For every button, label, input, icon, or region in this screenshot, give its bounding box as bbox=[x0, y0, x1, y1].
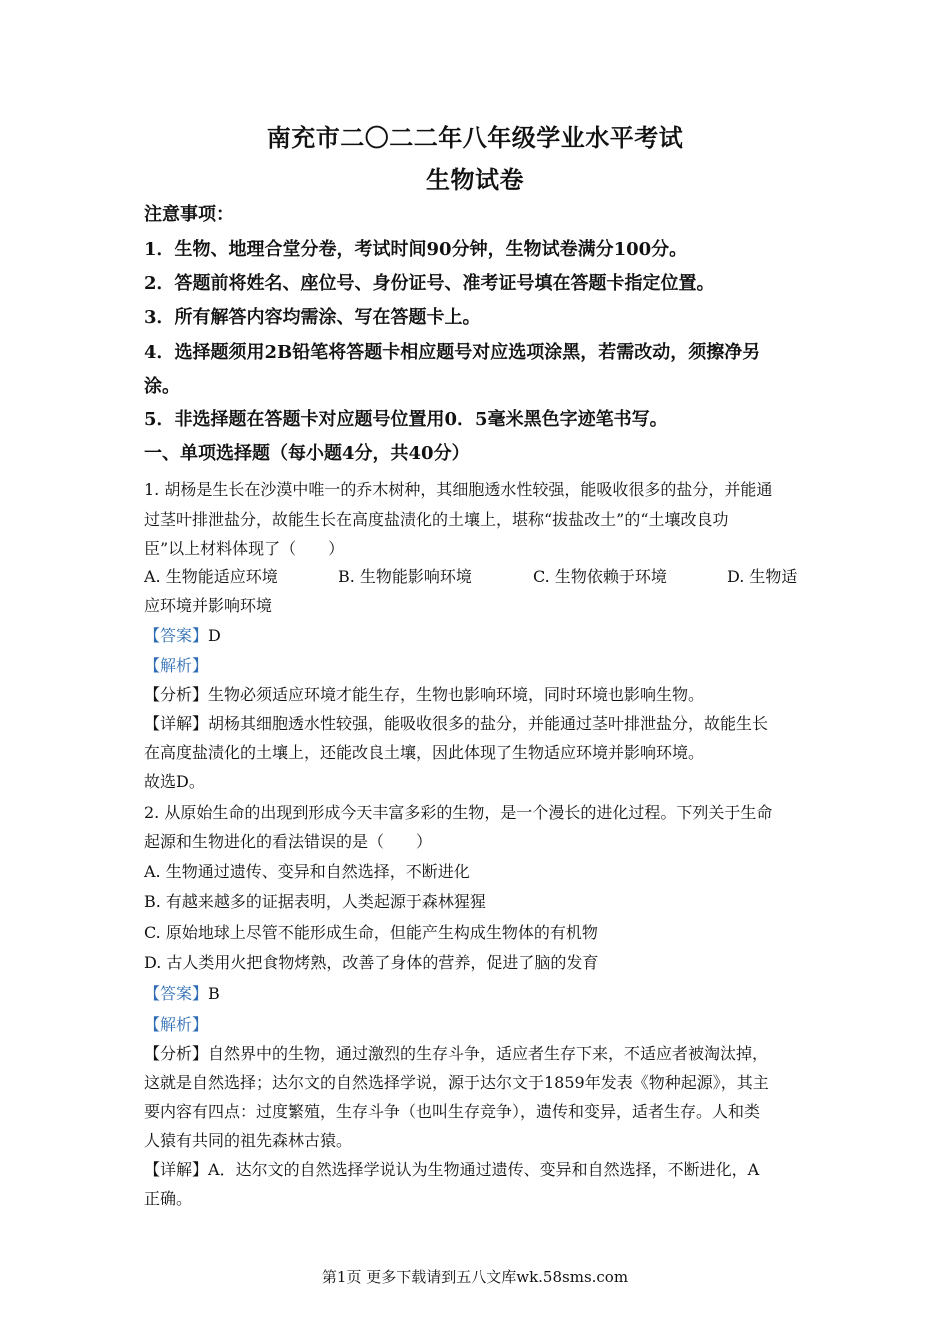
question-1-option-b: B. 生物能影响环境 bbox=[338, 567, 472, 586]
answer-value: D bbox=[208, 626, 221, 645]
notice-item: 3．所有解答内容均需涂、写在答题卡上。 bbox=[144, 307, 481, 328]
question-2-fenxi-continued: 这就是自然选择；达尔文的自然选择学说，源于达尔文于1859年发表《物种起源》，其主 bbox=[144, 1073, 769, 1092]
question-1-detail-continued: 在高度盐渍化的土壤上，还能改良土壤，因此体现了生物适应环境并影响环境。 bbox=[144, 743, 705, 762]
question-1-option-d: D. 生物适 bbox=[727, 567, 798, 586]
section-heading: 一、单项选择题（每小题4分，共40分） bbox=[144, 443, 470, 464]
question-2-stem: 2. 从原始生命的出现到形成今天丰富多彩的生物，是一个漫长的进化过程。下列关于生命 bbox=[144, 803, 773, 822]
question-2-detail-continued: 正确。 bbox=[144, 1189, 193, 1208]
notice-item: 2．答题前将姓名、座位号、身份证号、准考证号填在答题卡指定位置。 bbox=[144, 273, 715, 294]
question-2-option-d: D. 古人类用火把食物烤熟，改善了身体的营养，促进了脑的发育 bbox=[144, 953, 599, 972]
question-1-option-a: A. 生物能适应环境 bbox=[144, 567, 278, 586]
fenxi-text: 自然界中的生物，通过激烈的生存斗争，适应者生存下来，不适应者被淘汰掉， bbox=[208, 1044, 769, 1063]
question-2-option-a: A. 生物通过遗传、变异和自然选择，不断进化 bbox=[144, 862, 470, 881]
question-1-stem: 过茎叶排泄盐分，故能生长在高度盐渍化的土壤上，堪称“拔盐改土”的“土壤改良功 bbox=[144, 510, 729, 529]
question-2-fenxi bbox=[144, 1044, 804, 1064]
notice-item: 5．非选择题在答题卡对应题号位置用0．5毫米黑色字迹笔书写。 bbox=[144, 409, 668, 430]
fenxi-text: 生物必须适应环境才能生存，生物也影响环境，同时环境也影响生物。 bbox=[208, 685, 705, 704]
detail-label: 【详解】 bbox=[144, 714, 209, 733]
notice-item: 涂。 bbox=[144, 376, 180, 397]
detail-label: 【详解】 bbox=[144, 1160, 209, 1179]
notice-item: 1．生物、地理合堂分卷，考试时间90分钟，生物试卷满分100分。 bbox=[144, 239, 688, 260]
question-2-stem: 起源和生物进化的看法错误的是（ ） bbox=[144, 832, 433, 851]
question-2-option-c: C. 原始地球上尽管不能形成生命，但能产生构成生物体的有机物 bbox=[144, 923, 598, 942]
exam-subtitle: 生物试卷 bbox=[426, 165, 524, 194]
question-2-answer bbox=[144, 984, 804, 1004]
question-2-detail bbox=[144, 1160, 804, 1180]
question-1-analysis-label: 【解析】 bbox=[144, 656, 209, 675]
page-footer: 第1页 更多下载请到五八文库wk.58sms.com bbox=[321, 1268, 629, 1286]
question-1-option-d-continued: 应环境并影响环境 bbox=[144, 596, 273, 615]
answer-label: 【答案】 bbox=[144, 626, 209, 645]
question-1-option-c: C. 生物依赖于环境 bbox=[533, 567, 667, 586]
question-1-stem: 臣”以上材料体现了（ ） bbox=[144, 539, 345, 558]
question-2-analysis-label: 【解析】 bbox=[144, 1015, 209, 1034]
question-1-stem: 1. 胡杨是生长在沙漠中唯一的乔木树种，其细胞透水性较强，能吸收很多的盐分，并能通 bbox=[144, 480, 773, 499]
notice-heading: 注意事项： bbox=[144, 204, 234, 225]
question-1-detail bbox=[144, 714, 804, 734]
exam-title: 南充市二〇二二年八年级学业水平考试 bbox=[266, 123, 684, 152]
fenxi-label: 【分析】 bbox=[144, 685, 209, 704]
question-2-option-b: B. 有越来越多的证据表明，人类起源于森林猩猩 bbox=[144, 892, 486, 911]
fenxi-label: 【分析】 bbox=[144, 1044, 209, 1063]
detail-text: 胡杨其细胞透水性较强，能吸收很多的盐分，并能通过茎叶排泄盐分，故能生长 bbox=[208, 714, 769, 733]
question-1-conclusion: 故选D。 bbox=[144, 772, 205, 791]
question-2-fenxi-continued: 人猿有共同的祖先森林古猿。 bbox=[144, 1131, 353, 1150]
notice-item: 4．选择题须用2B铅笔将答题卡相应题号对应选项涂黑，若需改动，须擦净另 bbox=[144, 342, 761, 363]
question-2-fenxi-continued: 要内容有四点：过度繁殖，生存斗争（也叫生存竞争），遗传和变异，适者生存。人和类 bbox=[144, 1102, 761, 1121]
question-1-fenxi bbox=[144, 685, 804, 705]
answer-value: B bbox=[208, 984, 220, 1003]
detail-text: A．达尔文的自然选择学说认为生物通过遗传、变异和自然选择，不断进化，A bbox=[208, 1160, 760, 1179]
question-1-answer bbox=[144, 626, 804, 646]
answer-label: 【答案】 bbox=[144, 984, 209, 1003]
